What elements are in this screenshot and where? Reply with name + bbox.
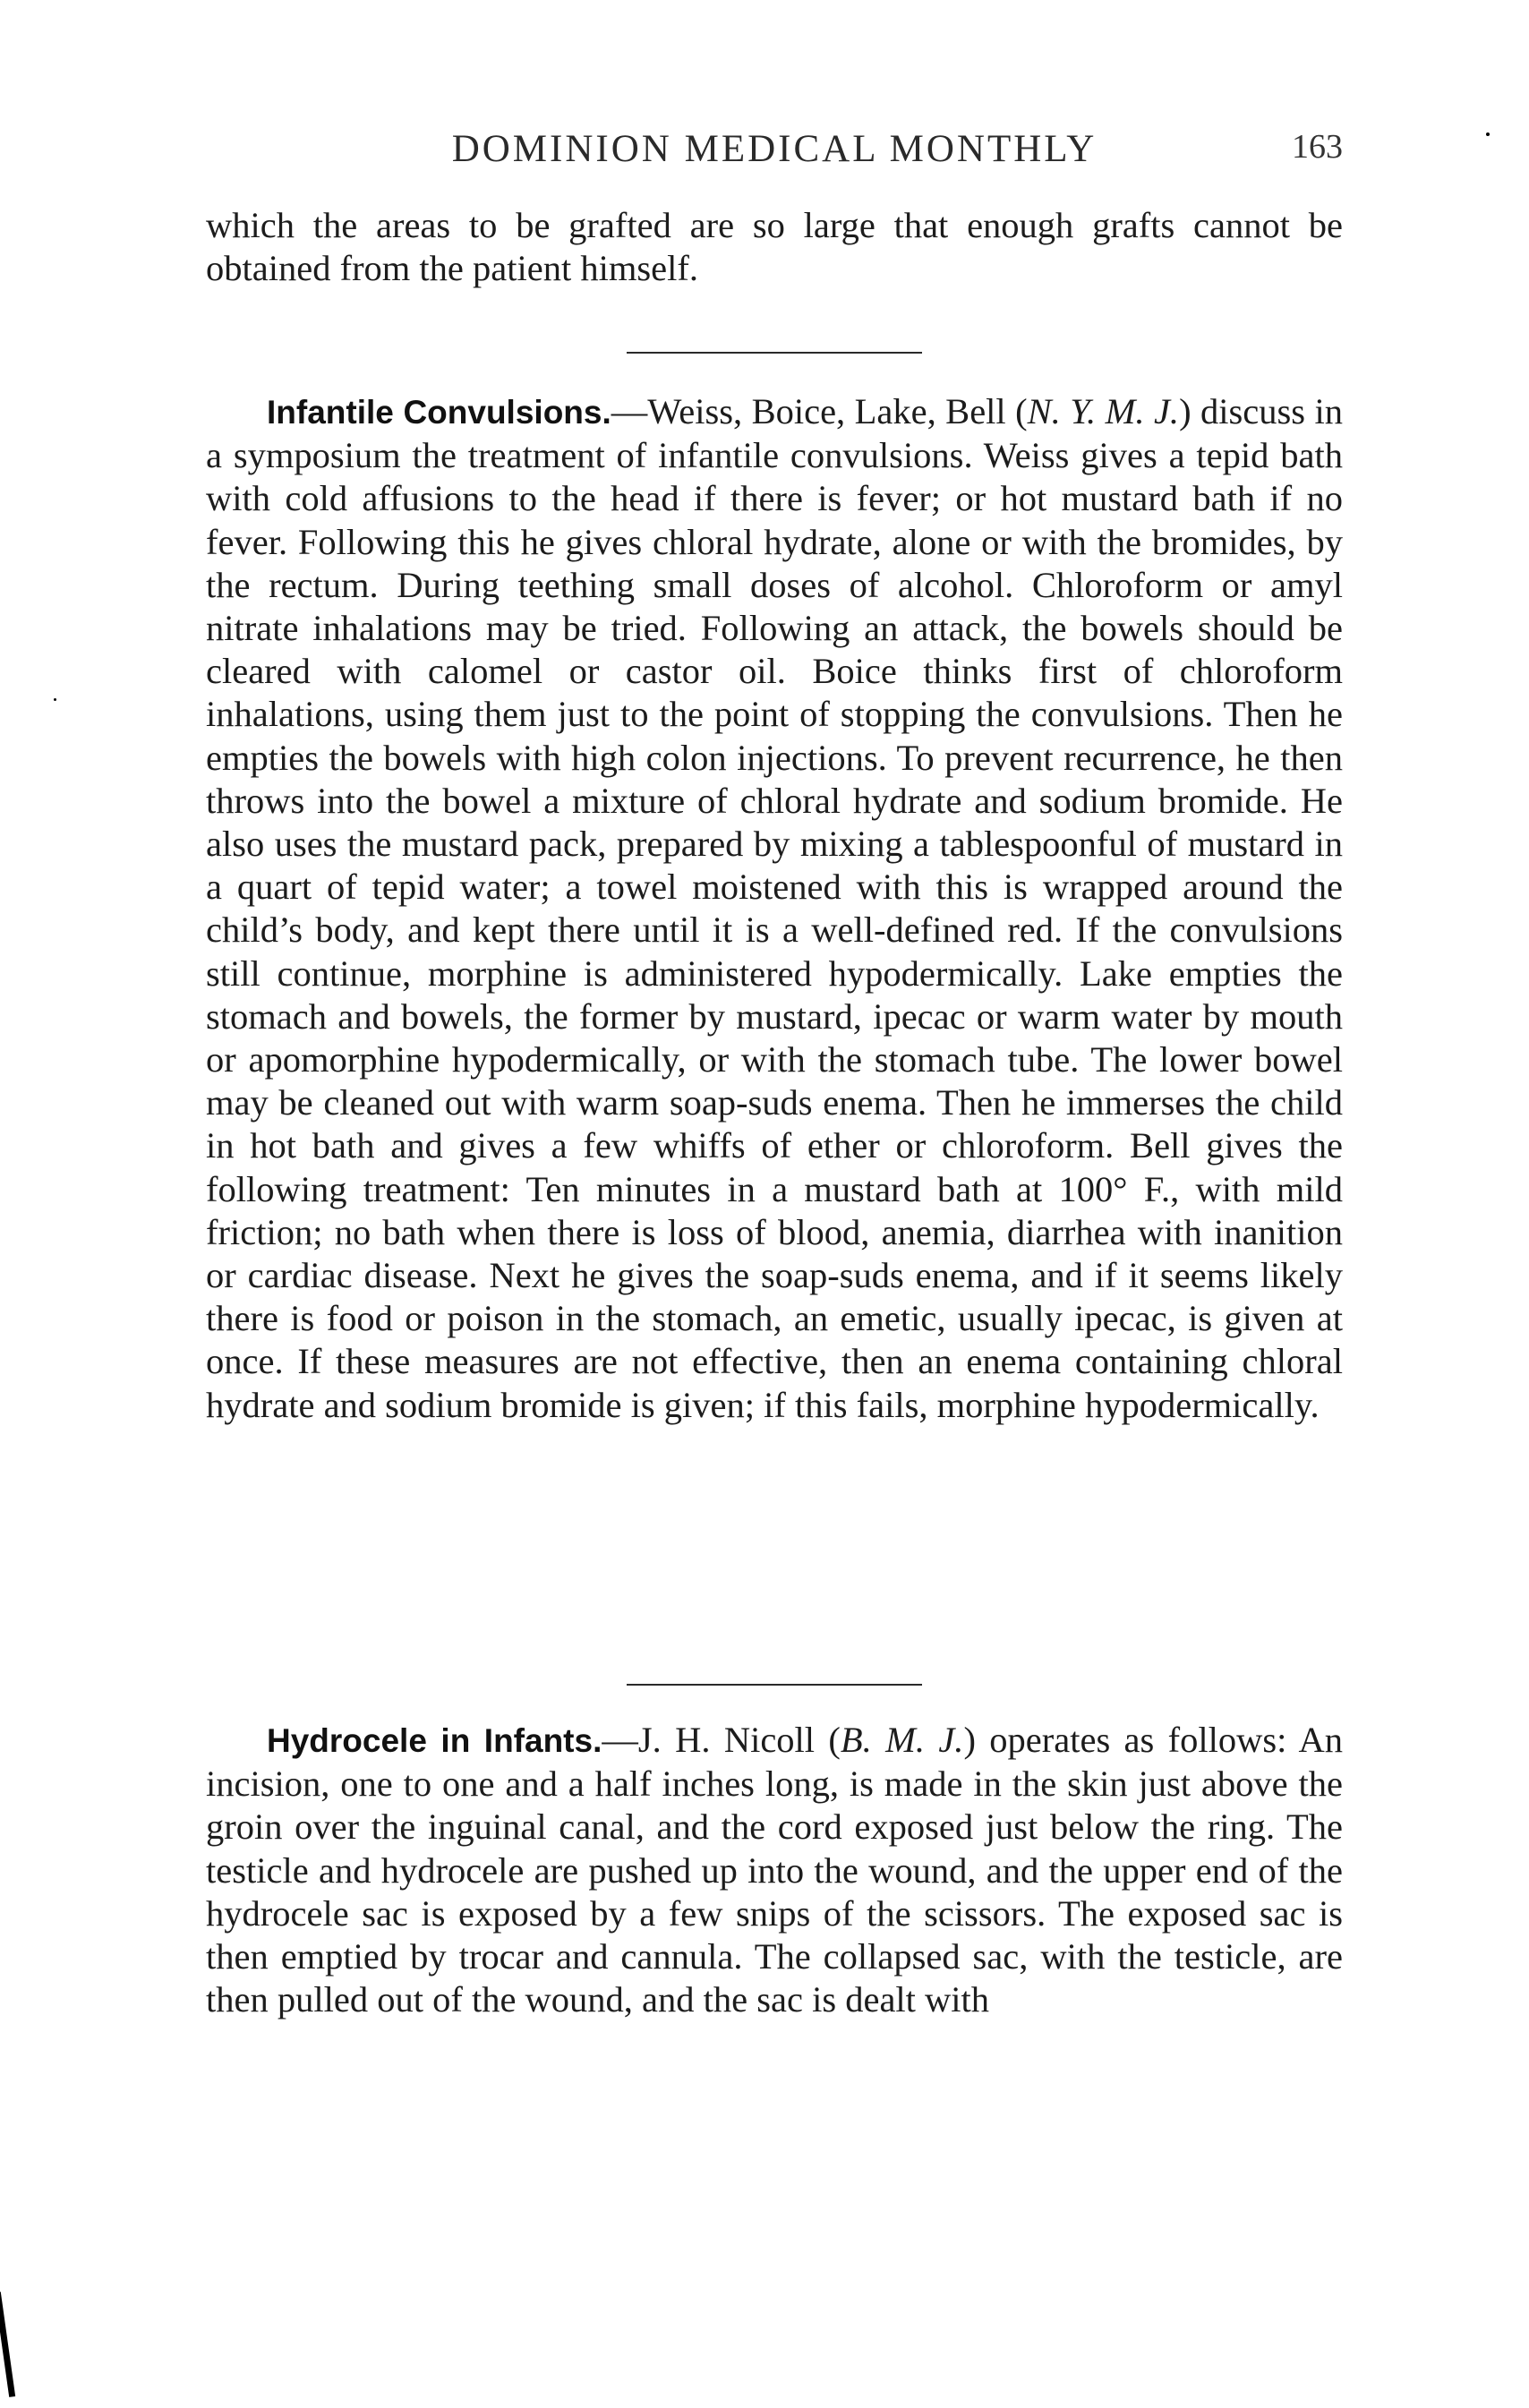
section-hydrocele-in-infants: [206, 1719, 1343, 2021]
section-heading: Hydrocele in Infants.: [267, 1722, 602, 1759]
section-body: ) discuss in a symposium the treatment of infantile convulsions. Weiss gives a tepid bath with cold affusions to the head if there is fever; or hot mustard bath if no fever. Following this he gives chloral hydrate, alone or with the bromides, by the rectum. During teething small doses of alcohol. Chloroform or amyl nitrate inhalations may be tried. Following an attack, the bowels should be cleared with calomel or castor oil. Boice thinks first of chloroform inhalations, using them just to the point of stopping the convulsions. Then he empties the bowels with high colon injections. To prevent recurrence, he then throws into the bowel a mixture of chloral hydrate and sodium bromide. He also uses the mustard pack, prepared by mixing a tablespoonful of mustard in a quart of tepid water; a towel moistened with this is wrapped around the child’s body, and kept there until it is a well-defined red. If the convulsions still continue, morphine is administered hypodermically. Lake empties the stomach and bowels, the former by mustard, ipecac or warm water by mouth or apomorphine hypodermically, or with the stomach tube. The lower bowel may be cleaned out with warm soap-suds enema. Then he immerses the child in hot bath and gives a few whiffs of ether or chloroform. Bell gives the following treatment: Ten minutes in a mustard bath at 100° F., with mild friction; no bath when there is loss of blood, anemia, diarrhea with inanition or cardiac disease. Next he gives the soap-suds enema, and if it seems likely there is food or poison in the stomach, an emetic, usually ipecac, is given at once. If these measures are not effective, then an enema containing chloral hydrate and sodium bromide is given; if this fails, morphine hypodermically.: [206, 391, 1343, 1425]
section-heading: Infantile Convulsions.: [267, 394, 611, 431]
running-head: [206, 127, 1343, 181]
continuation-text: which the areas to be grafted are so large that enough grafts cannot be obtained from the patient himself.: [206, 205, 1343, 289]
section-divider: [627, 352, 922, 354]
scan-speck: [1486, 132, 1490, 136]
section-divider: [627, 1684, 922, 1686]
scan-edge-mark: [0, 2292, 15, 2397]
scan-speck: [54, 698, 56, 701]
citation: N. Y. M. J.: [1027, 391, 1180, 431]
section-lead: —Weiss, Boice, Lake, Bell (: [611, 391, 1028, 431]
paragraph: [206, 1719, 1343, 2021]
paragraph: [206, 390, 1343, 1427]
section-infantile-convulsions: [206, 390, 1343, 1427]
page-number: 163: [1292, 128, 1343, 166]
section-body: ) operates as follows: An incision, one to one and a half inches long, is made in the skin just above the groin over the inguinal canal, and the cord exposed just below the ring. The testicle and hydrocele are pushed up into the wound, and the upper end of the hydrocele sac is exposed by a few snips of the scissors. The exposed sac is then emptied by trocar and cannula. The collapsed sac, with the testicle, are then pulled out of the wound, and the sac is dealt with: [206, 1720, 1344, 2020]
citation: B. M. J.: [840, 1720, 964, 1760]
running-title: DOMINION MEDICAL MONTHLY: [451, 128, 1098, 170]
continuation-paragraph: [206, 204, 1343, 290]
section-lead: —J. H. Nicoll (: [602, 1720, 841, 1760]
